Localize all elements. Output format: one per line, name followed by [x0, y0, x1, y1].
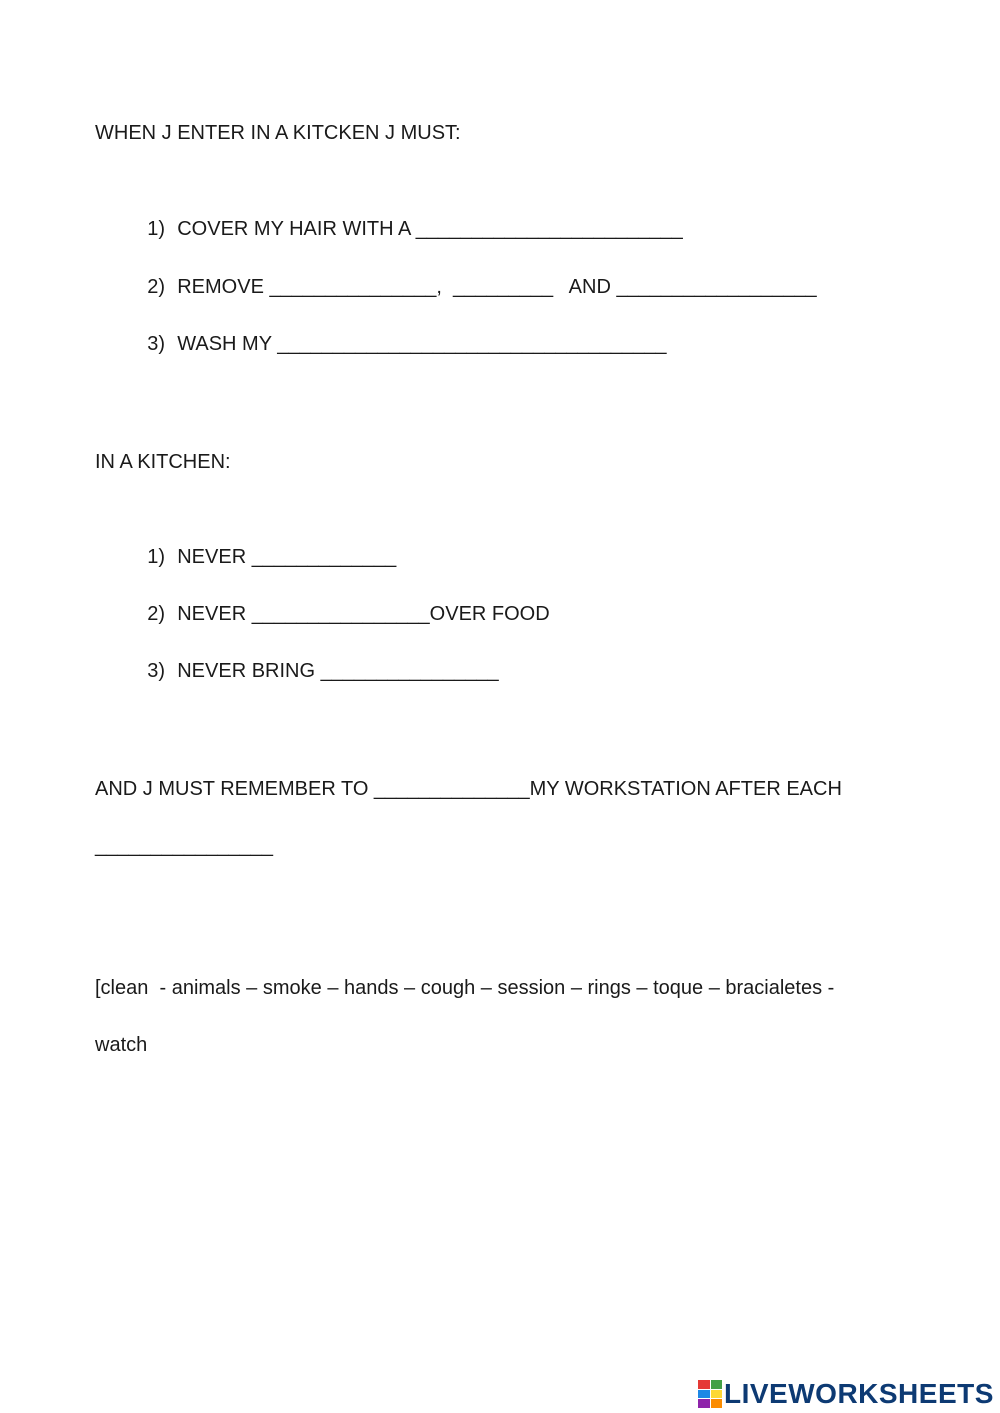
section3-line-2: ________________ [95, 835, 273, 857]
item-number: 3) [147, 660, 166, 682]
item-text: NEVER _____________ [177, 546, 397, 568]
item-text: COVER MY HAIR WITH A ________________________ [177, 218, 683, 240]
section3-line-1: AND J MUST REMEMBER TO ______________MY WORKSTATION AFTER EACH [95, 778, 842, 800]
section1-heading: WHEN J ENTER IN A KITCKEN J MUST: [95, 122, 461, 144]
item-number: 1) [147, 218, 166, 240]
section2-heading: IN A KITCHEN: [95, 451, 231, 473]
section2-item-3 [125, 635, 499, 707]
item-text: NEVER ________________OVER FOOD [177, 603, 550, 625]
logo-mark-icon [698, 1380, 722, 1408]
item-number: 2) [147, 276, 166, 298]
section1-item-3 [125, 308, 667, 380]
item-number: 1) [147, 546, 166, 568]
word-bank-line-1: [clean - animals – smoke – hands – cough – session – rings – toque – bracialetes - [95, 977, 835, 999]
item-number: 3) [147, 333, 166, 355]
item-text: REMOVE _______________, _________ AND __________________ [177, 276, 817, 298]
item-number: 2) [147, 603, 166, 625]
logo-text: LIVEWORKSHEETS [724, 1378, 994, 1409]
item-text: WASH MY ___________________________________ [177, 333, 667, 355]
liveworksheets-logo [698, 1378, 994, 1410]
word-bank-line-2: watch [95, 1034, 148, 1056]
item-text: NEVER BRING ________________ [177, 660, 499, 682]
